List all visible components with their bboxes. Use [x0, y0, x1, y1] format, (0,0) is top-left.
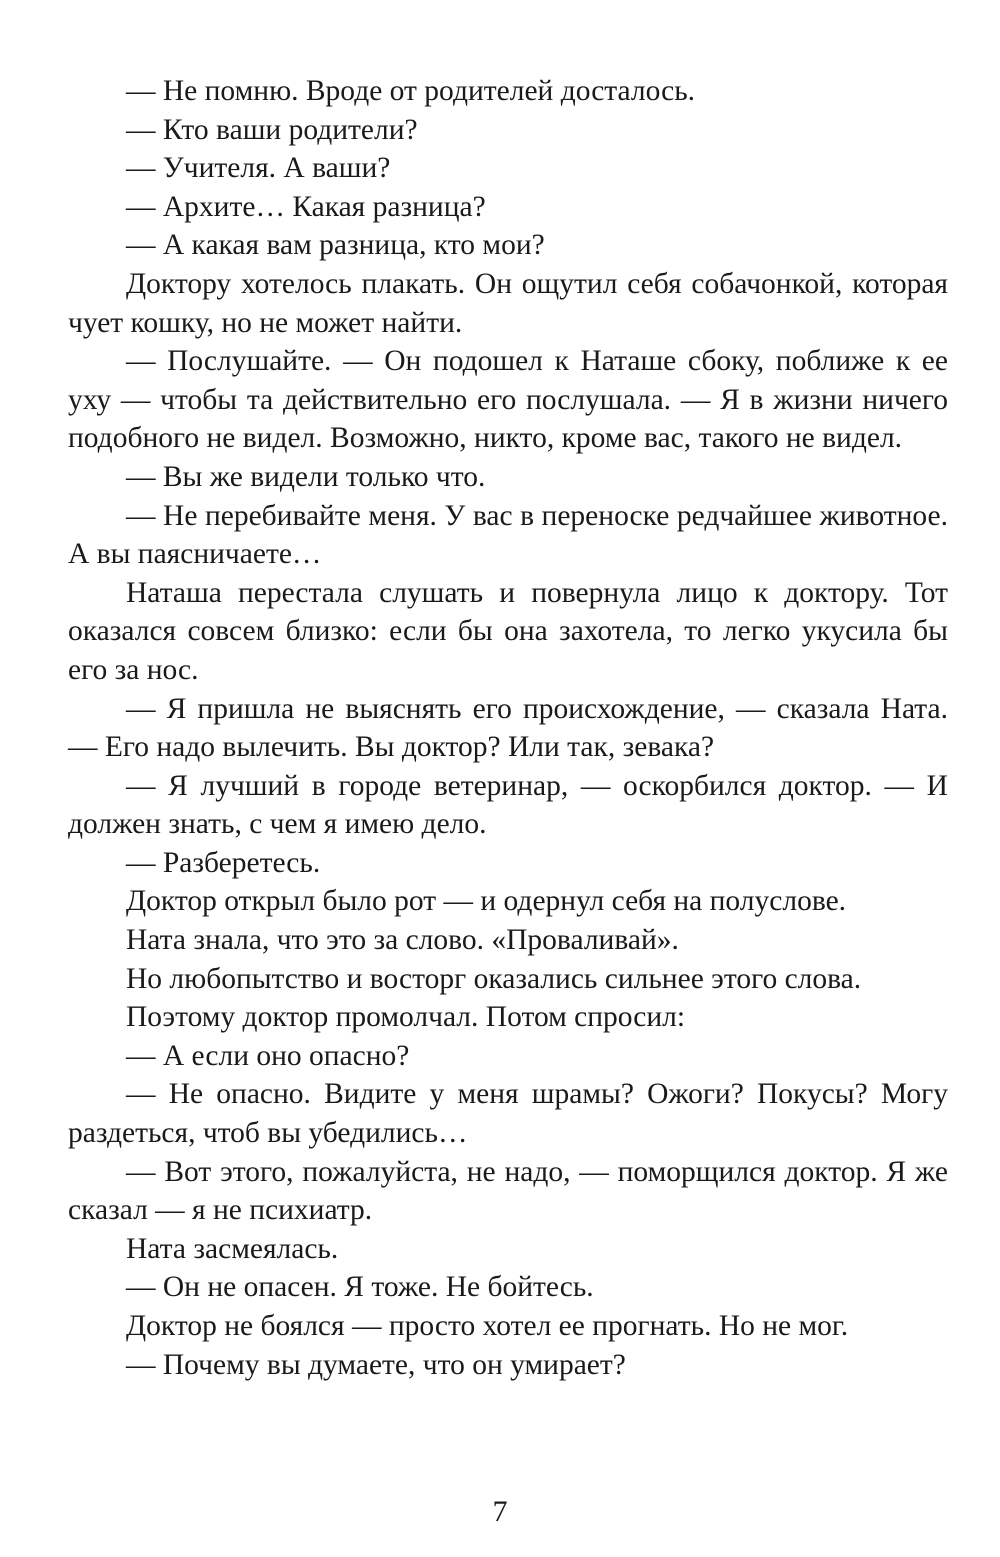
- paragraph: — А если оно опасно?: [126, 1039, 410, 1072]
- paragraph: — Учителя. А ваши?: [126, 152, 391, 185]
- paragraph: — Не опасно. Видите у меня шрамы? Ожоги? Покусы? Могу раздеться, чтоб вы убедились…: [68, 1078, 948, 1150]
- paragraph: — Почему вы думаете, что он умирает?: [126, 1348, 626, 1381]
- paragraph: — А какая вам разница, кто мои?: [126, 229, 545, 262]
- page-number: 7: [492, 1495, 508, 1528]
- paragraph: Доктору хотелось плакать. Он ощутил себя собачонкой, которая чует кошку, но не может найти.: [68, 267, 948, 339]
- paragraph: — Архите… Какая разница?: [126, 190, 486, 223]
- paragraph: — Не перебивайте меня. У вас в переноске редчайшее животное. А вы паясничаете…: [68, 499, 948, 571]
- paragraph: Но любопытство и восторг оказались сильнее этого слова.: [126, 962, 862, 995]
- paragraph: — Не помню. Вроде от родителей досталось.: [126, 75, 696, 107]
- paragraph: — Я лучший в городе ветеринар, — оскорбился доктор. — И должен знать, с чем я имею дело.: [68, 769, 948, 841]
- paragraph: — Вот этого, пожалуйста, не надо, — поморщился доктор. Я же сказал — я не психиатр.: [68, 1155, 948, 1227]
- paragraph: Доктор не боялся — просто хотел ее прогнать. Но не мог.: [126, 1310, 849, 1342]
- paragraph: Наташа перестала слушать и повернула лицо к доктору. Тот оказался совсем близко: если бы она захотела, то легко укусила бы его за нос.: [68, 576, 948, 686]
- paragraph: Ната знала, что это за слово. «Проваливай».: [126, 924, 679, 957]
- paragraph: Поэтому доктор промолчал. Потом спросил:: [126, 1001, 686, 1034]
- paragraph: — Кто ваши родители?: [126, 113, 418, 146]
- paragraph: — Разберетесь.: [126, 846, 321, 879]
- paragraph: Доктор открыл было рот — и одернул себя на полуслове.: [126, 885, 847, 918]
- paragraph: — Вы же видели только что.: [126, 460, 486, 493]
- page-text: [68, 72, 948, 1384]
- paragraph: — Он не опасен. Я тоже. Не бойтесь.: [126, 1271, 594, 1304]
- paragraph: — Я пришла не выяснять его происхождение, — сказала Ната. — Его надо вылечить. Вы доктор? Или так, зевака?: [68, 692, 948, 764]
- paragraph: — Послушайте. — Он подошел к Наташе сбоку, поближе к ее уху — чтобы та действительно его послушала. — Я в жизни ничего подобного не видел. Возможно, никто, кроме вас, такого не видел.: [68, 345, 948, 455]
- paragraph: Ната засмеялась.: [126, 1232, 339, 1265]
